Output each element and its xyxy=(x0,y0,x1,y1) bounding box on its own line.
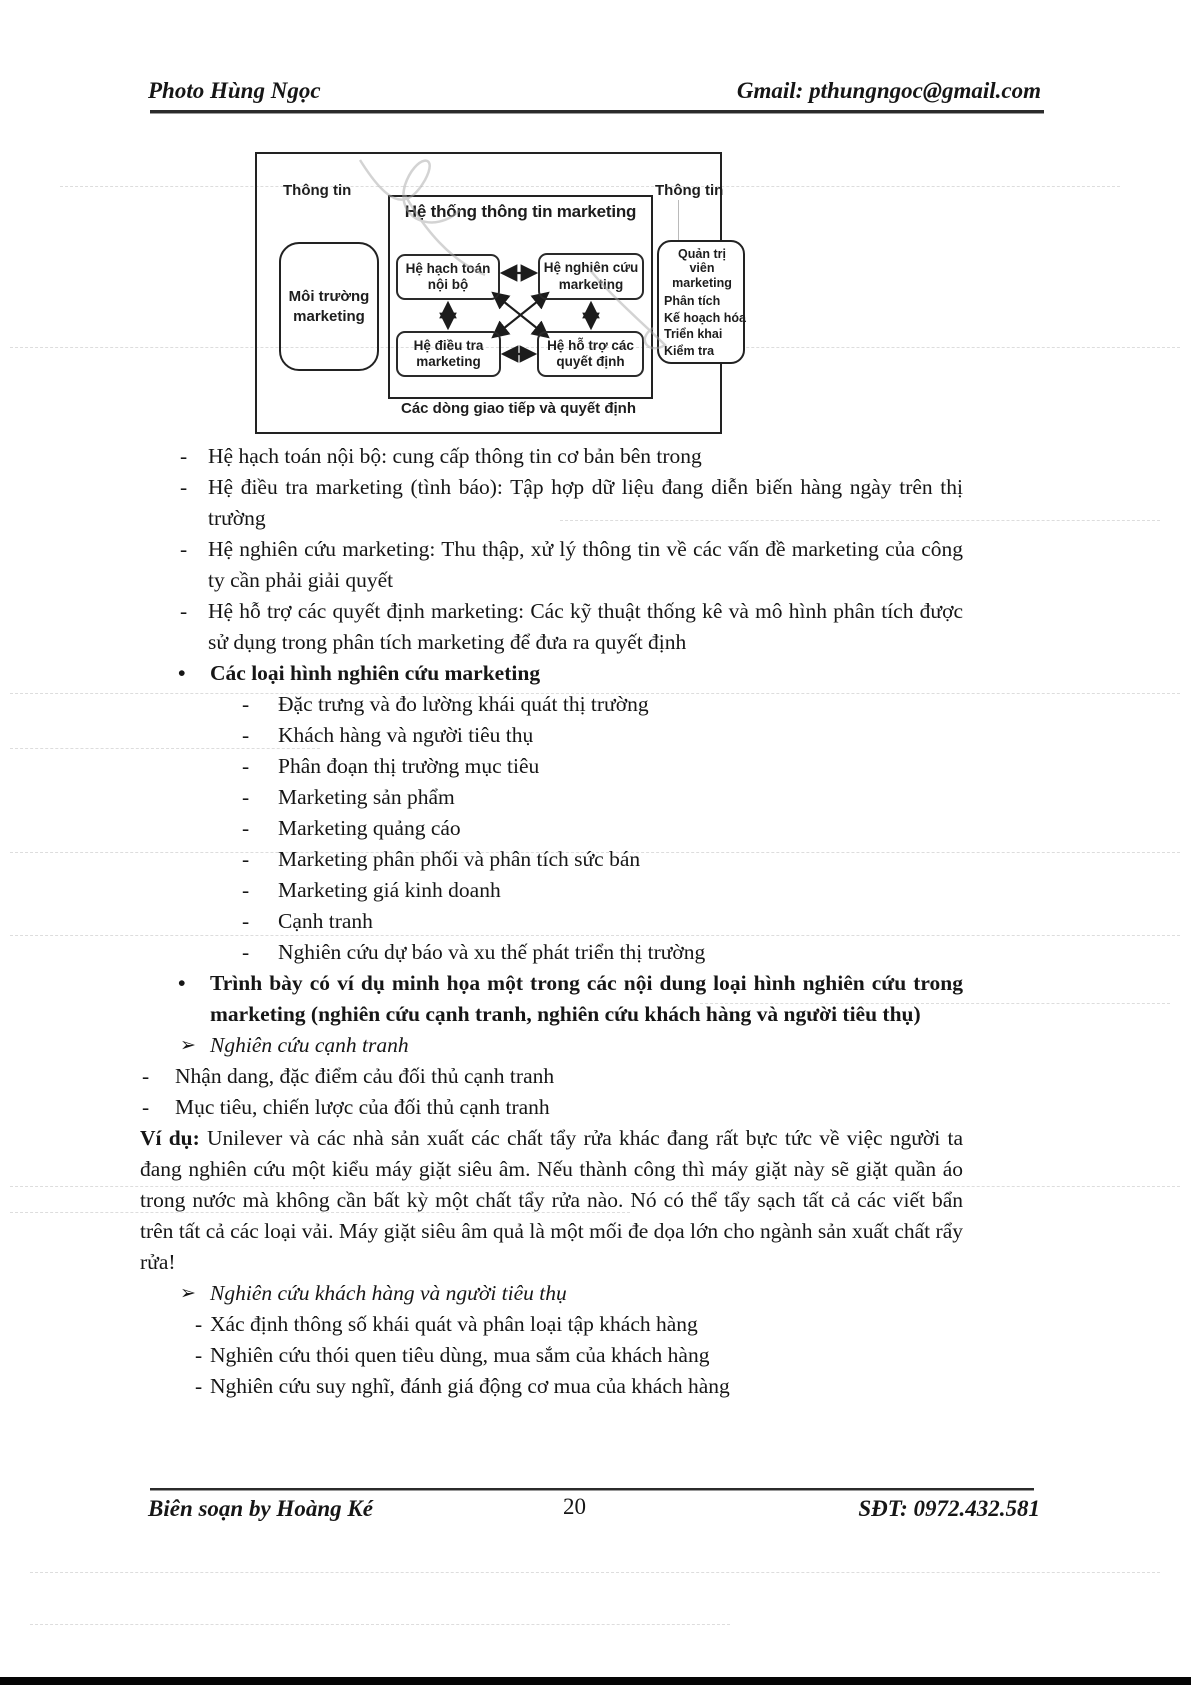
arrow-marker: ➢ xyxy=(180,1282,196,1304)
dash-marker: - xyxy=(195,1343,203,1367)
list-item xyxy=(140,441,963,472)
sub-list-item-text: Phân đoạn thị trường mục tiêu xyxy=(278,754,540,778)
page-number: 20 xyxy=(563,1494,586,1519)
scan-edge-band xyxy=(0,1677,1191,1685)
diagram-box-marketing-intelligence: Hệ điều tra marketing xyxy=(396,331,501,377)
header-email: Gmail: pthungngoc@gmail.com xyxy=(736,78,1041,103)
sub-list-item-text: Cạnh tranh xyxy=(278,909,373,933)
sub-list-item xyxy=(140,751,963,782)
document-body xyxy=(140,441,963,1402)
list-item xyxy=(140,1092,963,1123)
dash-marker: - xyxy=(180,444,188,468)
example-label: Ví dụ: xyxy=(140,1126,200,1150)
dash-marker: - xyxy=(195,1374,203,1398)
dash-marker: - xyxy=(242,816,250,840)
sub-list-item-text: Khách hàng và người tiêu thụ xyxy=(278,723,534,747)
diagram-box-marketing-environment: Môi trường marketing xyxy=(279,242,379,371)
list-item-text: Xác định thông số khái quát và phân loại tập khách hàng xyxy=(210,1312,698,1336)
list-item-text: Hệ điều tra marketing (tình báo): Tập hợp dữ liệu đang diễn biến hàng ngày trên thị trường xyxy=(208,475,963,530)
arrow-heading-text: Nghiên cứu cạnh tranh xyxy=(210,1033,409,1057)
section-heading xyxy=(140,968,963,1030)
dash-marker: - xyxy=(242,909,250,933)
footer-author: Biên soạn by Hoàng Ké xyxy=(148,1496,373,1521)
dash-marker: - xyxy=(180,537,188,561)
header-author: Photo Hùng Ngọc xyxy=(148,78,321,103)
example-text: Unilever và các nhà sản xuất các chất tẩy rửa khác đang rất bực tức về việc người ta đang nghiên cứu một kiểu máy giặt siêu âm. Nếu thành công thì máy giặt này sẽ giặt quần áo trong nước mà không cần bất kỳ một chất tẩy rửa nào. Nó có thể tẩy sạch tất cả các viết bẩn trên tất cả các loại vải. Máy giặt siêu âm quả là một mối đe dọa lớn cho ngành sản xuất chất rẩy rửa! xyxy=(140,1126,964,1274)
list-item xyxy=(140,472,963,534)
arrow-heading-text: Nghiên cứu khách hàng và người tiêu thụ xyxy=(210,1281,567,1305)
diagram-manager-item: Phân tích xyxy=(664,294,721,309)
diagram-box-internal-accounting: Hệ hạch toán nội bộ xyxy=(396,254,500,300)
sub-list-item xyxy=(140,813,963,844)
section-heading xyxy=(140,658,963,689)
dash-marker: - xyxy=(195,1312,203,1336)
list-item-text: Hệ hạch toán nội bộ: cung cấp thông tin cơ bản bên trong xyxy=(208,444,702,468)
diagram-box-marketing-manager xyxy=(657,240,745,364)
arrow-marker: ➢ xyxy=(180,1034,196,1056)
diagram-system-title: Hệ thống thông tin marketing xyxy=(404,202,637,221)
list-item-text: Nghiên cứu suy nghĩ, đánh giá động cơ mua của khách hàng xyxy=(210,1374,730,1398)
sub-list-item xyxy=(140,844,963,875)
diagram-box-marketing-research: Hệ nghiên cứu marketing xyxy=(538,253,644,300)
header-rule xyxy=(150,110,1044,114)
dash-marker: - xyxy=(242,692,250,716)
sub-list-item xyxy=(140,782,963,813)
dash-marker: - xyxy=(242,785,250,809)
diagram-box-decision-support: Hệ hỗ trợ các quyết định xyxy=(537,331,644,377)
diagram-manager-item: Kế hoạch hóa xyxy=(664,310,746,325)
dash-marker: - xyxy=(142,1095,150,1119)
list-item xyxy=(140,1309,963,1340)
dash-marker: - xyxy=(242,878,250,902)
marketing-information-system-diagram xyxy=(255,152,746,434)
footer-rule xyxy=(150,1488,1034,1491)
list-item-text: Hệ hỗ trợ các quyết định marketing: Các kỹ thuật thống kê và mô hình phân tích được sử dụng trong phân tích marketing để đưa ra quyết định xyxy=(208,599,963,654)
diagram-label-info-left: Thông tin xyxy=(283,182,352,199)
section-heading-text: Các loại hình nghiên cứu marketing xyxy=(210,661,541,685)
list-item-text: Nghiên cứu thói quen tiêu dùng, mua sắm của khách hàng xyxy=(210,1343,710,1367)
list-item xyxy=(140,1371,963,1402)
diagram-label-info-right: Thông tin xyxy=(655,182,724,199)
dash-marker: - xyxy=(180,475,188,499)
sub-list-item xyxy=(140,720,963,751)
list-item xyxy=(140,534,963,596)
diagram-manager-item: Triển khai xyxy=(664,327,723,342)
scan-noise-line xyxy=(30,1624,730,1625)
list-item xyxy=(140,1061,963,1092)
arrow-heading xyxy=(140,1278,963,1309)
list-item xyxy=(140,596,963,658)
scan-noise-line xyxy=(30,1572,1160,1573)
dash-marker: - xyxy=(242,754,250,778)
sub-list-item-text: Marketing sản phẩm xyxy=(278,785,455,809)
list-item-text: Mục tiêu, chiến lược của đối thủ cạnh tranh xyxy=(175,1095,550,1119)
dash-marker: - xyxy=(242,940,250,964)
sub-list-item xyxy=(140,906,963,937)
sub-list-item xyxy=(140,937,963,968)
section-heading-text: Trình bày có ví dụ minh họa một trong các nội dung loại hình nghiên cứu trong marketing (nghiên cứu cạnh tranh, nghiên cứu khách hàng và người tiêu thụ) xyxy=(210,971,963,1026)
sub-list-item-text: Marketing phân phối và phân tích sức bán xyxy=(278,847,641,871)
footer-phone: SĐT: 0972.432.581 xyxy=(858,1496,1040,1521)
arrow-heading xyxy=(140,1030,963,1061)
list-item-text: Nhận dang, đặc điểm cảu đối thủ cạnh tranh xyxy=(175,1064,555,1088)
bullet-marker: • xyxy=(178,661,186,685)
bullet-marker: • xyxy=(178,971,186,995)
diagram-bottom-label: Các dòng giao tiếp và quyết định xyxy=(400,400,637,417)
sub-list-item-text: Marketing giá kinh doanh xyxy=(278,878,501,902)
sub-list-item-text: Nghiên cứu dự báo và xu thế phát triển thị trường xyxy=(278,940,706,964)
sub-list-item-text: Marketing quảng cáo xyxy=(278,816,461,840)
diagram-connector-tick xyxy=(678,200,679,240)
dash-marker: - xyxy=(180,599,188,623)
list-item-text: Hệ nghiên cứu marketing: Thu thập, xử lý thông tin về các vấn đề marketing của công ty cần phải giải quyết xyxy=(208,537,963,592)
sub-list-item-text: Đặc trưng và đo lường khái quát thị trường xyxy=(278,692,649,716)
dash-marker: - xyxy=(142,1064,150,1088)
diagram-manager-item: Kiểm tra xyxy=(664,344,715,358)
dash-marker: - xyxy=(242,723,250,747)
sub-list-item xyxy=(140,875,963,906)
example-paragraph xyxy=(140,1123,963,1278)
sub-list-item xyxy=(140,689,963,720)
list-item xyxy=(140,1340,963,1371)
diagram-system-frame xyxy=(388,195,653,399)
diagram-manager-title: Quản trị viên marketing xyxy=(672,247,732,290)
dash-marker: - xyxy=(242,847,250,871)
